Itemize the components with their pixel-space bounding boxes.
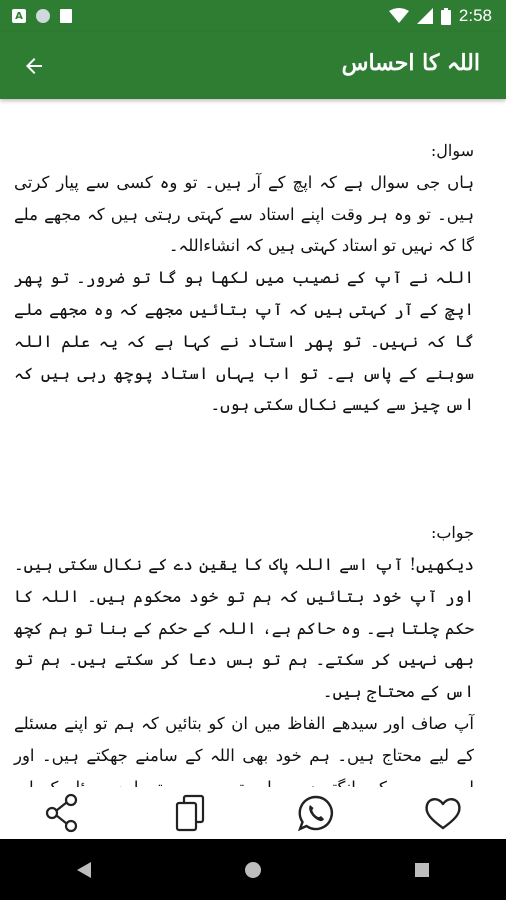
whatsapp-button[interactable] xyxy=(288,789,344,837)
nav-back-icon xyxy=(76,861,92,879)
system-nav-bar xyxy=(0,839,506,900)
nav-back-button[interactable] xyxy=(54,846,114,894)
page-title: اللہ کا احساس xyxy=(341,50,480,76)
question-paragraph: ہاں جی سوال ہے کہ اپچ کے آر ہیں۔ تو وہ کسی سے پیار کرتی ہیں۔ تو وہ ہر وقت اپنے استاد سے کہتی رہتی ہیں کہ مجھے ملے گا کہ نہیں تو استاد کہتی ہیں کہ انشاءاللہ۔ xyxy=(14,172,474,256)
notification-circle-icon xyxy=(36,9,50,23)
bottom-action-bar xyxy=(0,787,506,839)
share-icon xyxy=(45,794,81,832)
share-button[interactable] xyxy=(35,789,91,837)
copy-icon xyxy=(174,794,206,832)
answer-heading: جواب: xyxy=(430,523,474,543)
article-content[interactable] xyxy=(0,99,506,787)
copy-button[interactable] xyxy=(162,789,218,837)
status-bar xyxy=(0,0,506,32)
question-paragraph: اللہ نے آپ کے نصیب میں لکھا ہو گا تو ضرور۔ تو پھر اپچ کے آر کہتی ہیں کہ آپ بتائیں مجھے کہ وہ مجھے ملے گا کہ نہیں۔ تو پھر استاد نے کہا ہے کہ یہ علم اللہ سوہنے کے پاس ہے۔ تو اب یہاں استاد پوچھ رہی ہیں کہ اس چیز سے کیسے نکال سکتی ہوں۔ xyxy=(14,268,474,415)
back-button[interactable] xyxy=(16,48,52,84)
notification-doc-icon xyxy=(60,9,72,23)
favorite-button[interactable] xyxy=(415,789,471,837)
signal-icon xyxy=(417,8,433,24)
nav-recents-icon xyxy=(414,862,430,878)
whatsapp-icon xyxy=(297,794,335,832)
wifi-icon xyxy=(389,8,409,24)
nav-home-button[interactable] xyxy=(223,846,283,894)
nav-home-icon xyxy=(244,861,262,879)
article-text xyxy=(14,135,474,899)
app-bar xyxy=(0,32,506,99)
answer-paragraph: دیکھیں! آپ اسے اللہ پاک کا یقین دے کے نکال سکتی ہیں۔ اور آپ خود بتائیں کہ ہم تو خود محکوم ہیں۔ اللہ کا حکم چلتا ہے۔ وہ حاکم ہے، اللہ کے حکم کے بنا تو ہم کچھ بھی نہیں کر سکتے۔ ہم تو بس دعا کر سکتے ہیں۔ ہم تو اس کے محتاج ہیں۔ xyxy=(14,554,474,702)
notification-app-icon: A xyxy=(12,9,26,23)
answer-paragraph: آپ صاف اور سیدھے الفاظ میں ان کو بتائیں کہ ہم تو اپنے مسئلے کے لیے محتاج ہیں۔ ہم خود بھی اللہ کے سامنے جھکتے ہیں۔ اور xyxy=(14,713,474,765)
spacer xyxy=(14,421,474,517)
battery-icon xyxy=(441,8,451,25)
question-heading: سوال: xyxy=(430,141,474,160)
arrow-left-icon xyxy=(22,54,46,78)
nav-recents-button[interactable] xyxy=(392,846,452,894)
status-time: 2:58 xyxy=(458,6,492,25)
heart-icon xyxy=(424,795,462,831)
